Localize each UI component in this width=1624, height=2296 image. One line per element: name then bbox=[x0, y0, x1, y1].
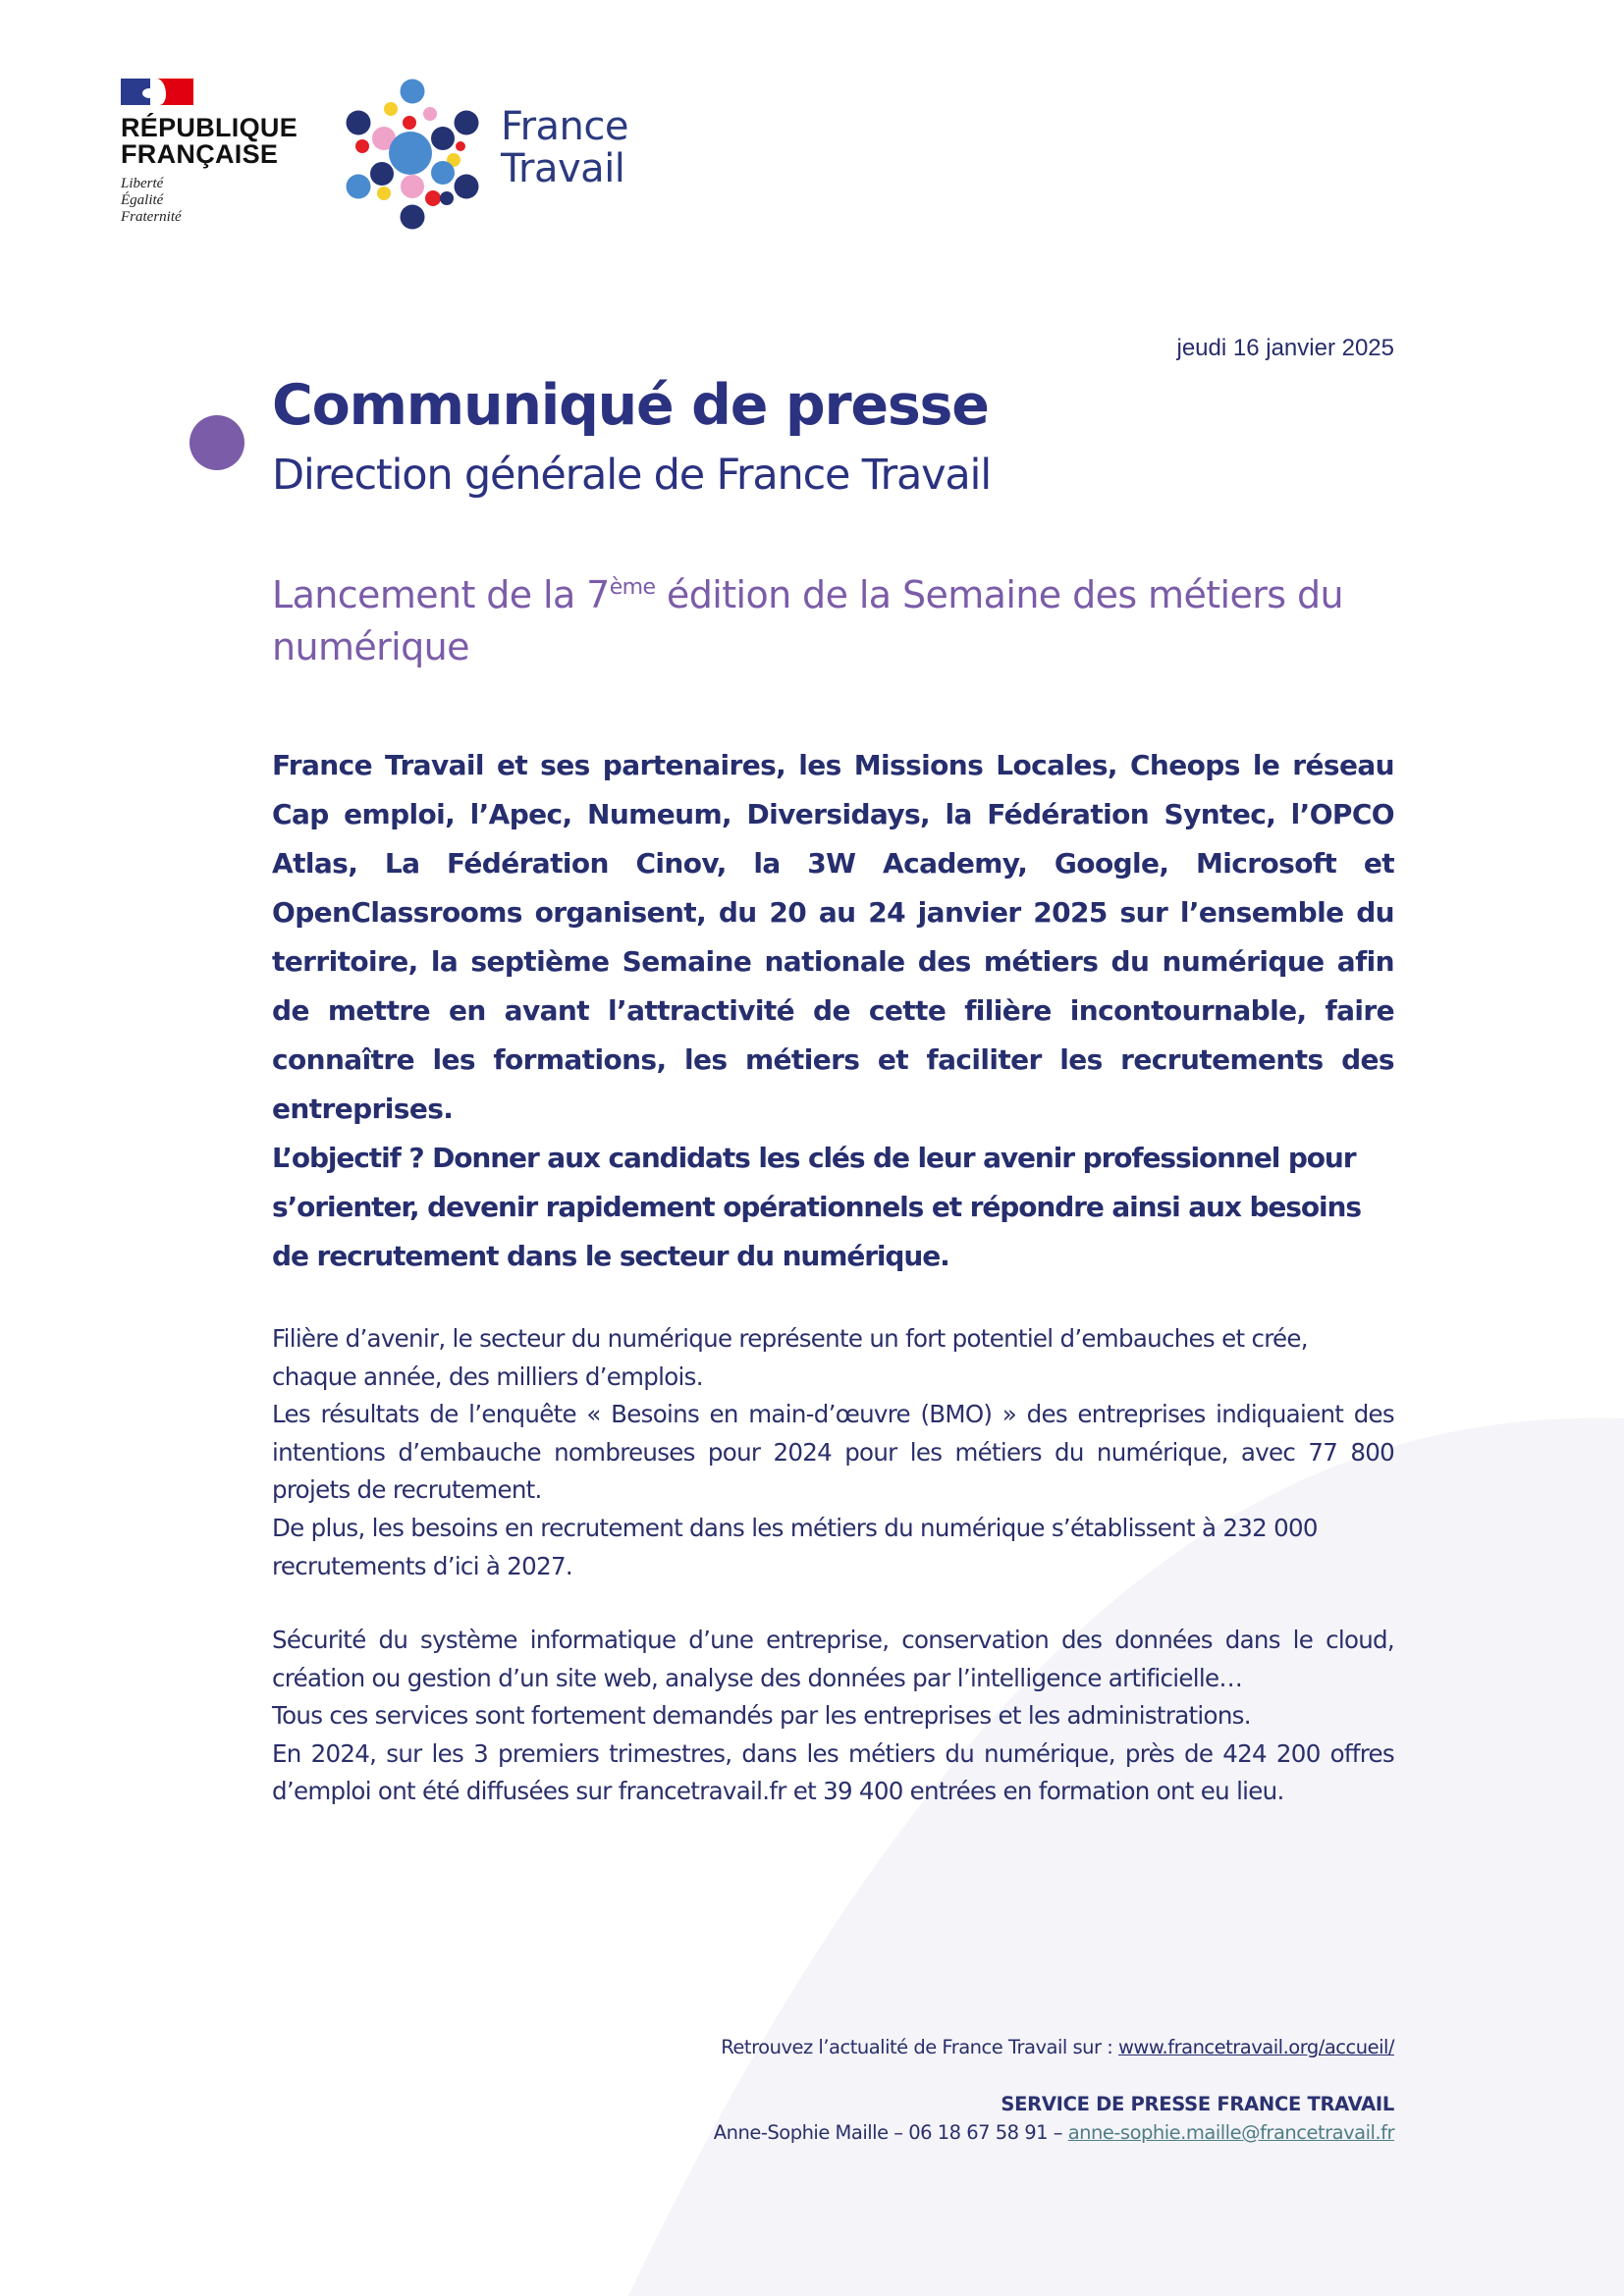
body-paragraph: Tous ces services sont fortement demandés par les entreprises et les administrations. bbox=[272, 1701, 1251, 1731]
press-contact-email-link[interactable]: anne-sophie.maille@francetravail.fr bbox=[1067, 2121, 1394, 2144]
france-travail-news-link[interactable]: www.francetravail.org/accueil/ bbox=[1117, 2036, 1394, 2058]
lead-partners-paragraph: France Travail et ses partenaires, les Missions Locales, Cheops le réseau Cap emploi, l’Apec, Numeum, Diversidays, la Fédération Syntec, l’OPCO Atlas, La Fédération Cinov, la 3W Academy, Google, Microsoft et OpenClassrooms organisent, du 20 au 24 janvier 2025 sur l’ensemble du territoire, la septième Semaine nationale des métiers du numérique afin de mettre en avant l’attractivité de cette filière incontournable, faire connaître les formations, les métiers et faciliter les recrutements des entreprises. bbox=[272, 749, 1394, 1125]
body-paragraph: Sécurité du système informatique d’une entreprise, conservation des données dans le cloud, création ou gestion d’un site web, analyse des données par l’intelligence artificielle… bbox=[272, 1626, 1394, 1692]
body-paragraph: Les résultats de l’enquête « Besoins en main-d’œuvre (BMO) » des entreprises indiquaient des intentions d’embauche nombreuses pour 2024 pour les métiers du numérique, avec 77 800 projets de recrutement. bbox=[272, 1400, 1394, 1505]
republique-francaise-wordmark: RÉPUBLIQUE FRANÇAISE bbox=[121, 113, 298, 169]
body-section-services bbox=[272, 1622, 1394, 1811]
body-section-recruitment bbox=[272, 1320, 1394, 1585]
france-travail-wordmark: France Travail bbox=[501, 104, 629, 191]
lead-objective-paragraph: L’objectif ? Donner aux candidats les clés de leur avenir professionnel pour s’orienter, devenir rapidement opérationnels et répondre ainsi aux besoins de recrutement dans le secteur du numérique. bbox=[272, 1142, 1361, 1272]
republic-motto: Liberté Égalité Fraternité bbox=[121, 176, 182, 225]
body-paragraph: De plus, les besoins en recrutement dans les métiers du numérique s’établissent à 232 000 recrutements d’ici à 2027. bbox=[272, 1513, 1318, 1580]
body-paragraph: En 2024, sur les 3 premiers trimestres, dans les métiers du numérique, près de 424 200 offres d’emploi ont été diffusées sur francetravail.fr et 39 400 entrées en formation ont eu lieu. bbox=[272, 1738, 1394, 1806]
press-service-title: SERVICE DE PRESSE FRANCE TRAVAIL bbox=[1001, 2093, 1394, 2115]
lead-paragraph bbox=[272, 741, 1394, 1281]
press-contact-line: Anne-Sophie Maille – 06 18 67 58 91 – anne-sophie.maille@francetravail.fr bbox=[713, 2121, 1394, 2144]
france-travail-logo-icon bbox=[339, 74, 486, 236]
news-link-line: Retrouvez l’actualité de France Travail sur : www.francetravail.org/accueil/ bbox=[721, 2036, 1394, 2058]
publication-date: jeudi 16 janvier 2025 bbox=[1176, 335, 1394, 361]
page-subtitle: Direction générale de France Travail bbox=[272, 451, 992, 500]
body-paragraph: Filière d’avenir, le secteur du numérique représente un fort potentiel d’embauches et crée, chaque année, des milliers d’emplois. bbox=[272, 1324, 1308, 1391]
press-release-headline: Lancement de la 7ème édition de la Semaine des métiers du numérique bbox=[272, 573, 1343, 668]
marianne-flag-icon bbox=[121, 79, 193, 105]
page-title: Communiqué de presse bbox=[272, 373, 989, 438]
republique-francaise-logo bbox=[121, 79, 307, 226]
purple-bullet-icon bbox=[189, 415, 244, 470]
